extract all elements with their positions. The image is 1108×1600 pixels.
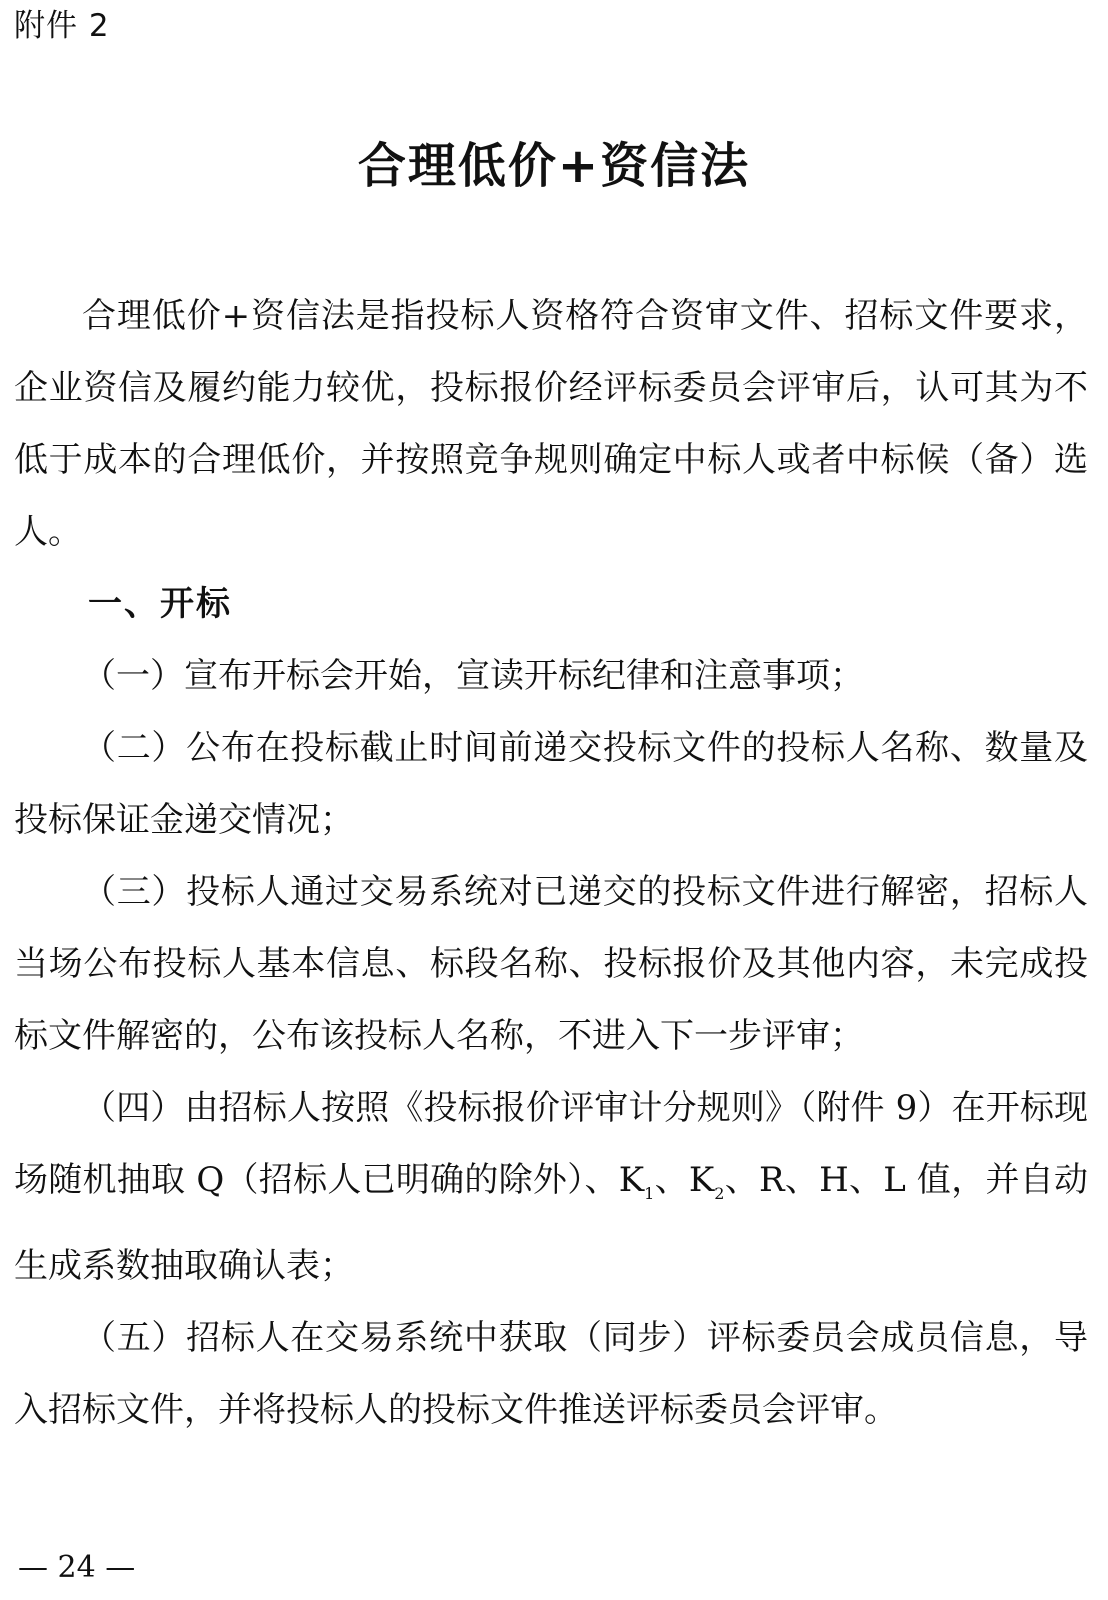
k2-subscript: 2 bbox=[714, 1183, 725, 1203]
list-item-1: （一）宣布开标会开始，宣读开标纪律和注意事项； bbox=[82, 656, 864, 696]
attachment-label: 附件 2 bbox=[14, 8, 110, 44]
page-title: 合理低价+资信法 bbox=[357, 138, 751, 194]
list-item-3: （三）投标人通过交易系统对已递交的投标文件进行解密，招标人当场公布投标人基本信息、标段名称、投标报价及其他内容，未完成投标文件解密的，公布该投标人名称，不进入下一步评审； bbox=[14, 872, 1088, 1056]
list-item-5: （五）招标人在交易系统中获取（同步）评标委员会成员信息，导入招标文件，并将投标人的投标文件推送评标委员会评审。 bbox=[14, 1317, 1088, 1430]
page-number: — 24 — bbox=[18, 1550, 136, 1585]
section-heading-opening: 一、开标 bbox=[88, 584, 232, 624]
list-item-4 bbox=[14, 1072, 1088, 1302]
list-item-2: （二）公布在投标截止时间前递交投标文件的投标人名称、数量及投标保证金递交情况； bbox=[14, 728, 1088, 840]
document-body bbox=[14, 280, 1088, 1446]
intro-paragraph: 合理低价+资信法是指投标人资格符合资审文件、招标文件要求，企业资信及履约能力较优，投标报价经评标委员会评审后，认可其为不低于成本的合理低价，并按照竞争规则确定中标人或者中标候（备）选人。 bbox=[14, 296, 1088, 552]
item4-text-start: （四）由招标人按照《投标报价评审计分规则》（附件 9）在开标现场随机抽取 Q（招标人已明确的除外）、K bbox=[14, 1088, 1088, 1200]
k1-subscript: 1 bbox=[644, 1183, 655, 1203]
item4-text-end: 、R、H、L 值，并自动生成系数抽取确认表； bbox=[14, 1160, 1088, 1286]
item4-text-middle: 、K bbox=[654, 1160, 715, 1200]
